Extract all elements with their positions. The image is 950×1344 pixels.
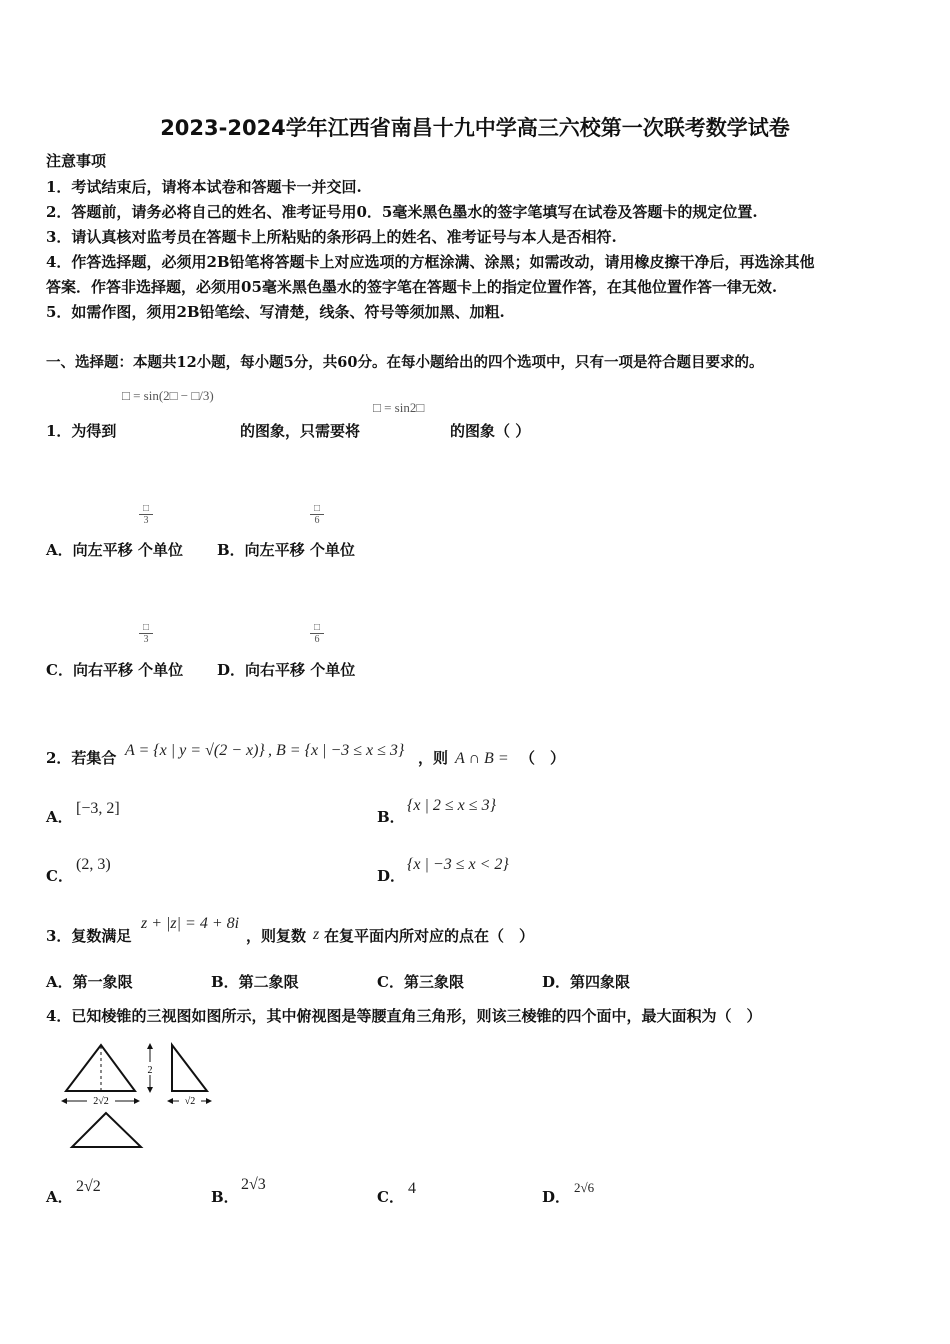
notice-heading: 注意事项 — [46, 152, 107, 170]
arrow-left-icon — [61, 1098, 67, 1104]
q2-option-d-label[interactable]: D． — [377, 867, 406, 885]
arrow-left-icon — [167, 1098, 173, 1104]
q2-set-a: A = {x | y = √(2 − x)} — [125, 742, 265, 759]
fraction-pi-over-3: □ 3 — [139, 622, 153, 645]
q4-option-d-value: 2√6 — [574, 1180, 595, 1195]
q1-option-c[interactable]: C．向右平移 个单位 — [46, 661, 184, 679]
section-heading: 一、选择题：本题共12小题，每小题5分，共60分。在每小题给出的四个选项中，只有一项是符合题目要求的。 — [46, 354, 764, 371]
three-view-figure — [55, 1040, 225, 1152]
q4-option-d-label[interactable]: D． — [542, 1188, 571, 1206]
notice-item: 2．答题前，请务必将自己的姓名、准考证号用0．5毫米黑色墨水的签字笔填写在试卷及答题卡的规定位置. — [46, 203, 758, 221]
q3-stem-prefix: 3．复数满足 — [46, 927, 132, 945]
arrow-right-icon — [206, 1098, 212, 1104]
notice-item: 3．请认真核对监考员在答题卡上所粘贴的条形码上的姓名、准考证号与本人是否相符. — [46, 228, 617, 246]
notice-item: 答案．作答非选择题，必须用05毫米黑色墨水的签字笔在答题卡上的指定位置作答，在其他位置作答一律无效. — [46, 278, 778, 296]
arrow-right-icon — [134, 1098, 140, 1104]
q2-option-d-value: {x | −3 ≤ x < 2} — [407, 856, 509, 873]
q3-option-b[interactable]: B．第二象限 — [211, 973, 299, 991]
notice-item: 5．如需作图，须用2B铅笔绘、写清楚，线条、符号等须加黑、加粗. — [46, 303, 505, 321]
q2-option-b-label[interactable]: B． — [377, 808, 405, 826]
side-width-label: √2 — [184, 1096, 196, 1107]
side-view-triangle — [172, 1045, 207, 1091]
q3-stem-suffix: 在复平面内所对应的点在（ ） — [324, 927, 535, 945]
q2-option-b-value: {x | 2 ≤ x ≤ 3} — [407, 797, 496, 814]
q1-option-d[interactable]: D．向右平移 个单位 — [217, 661, 356, 679]
q2-expression: A ∩ B = — [455, 750, 509, 767]
page-title: 2023-2024学年江西省南昌十九中学高三六校第一次联考数学试卷 — [160, 116, 790, 140]
q1-option-b[interactable]: B．向左平移 个单位 — [217, 541, 355, 559]
q2-paren: （ ） — [520, 749, 566, 767]
q1-formula-source: □ = sin2□ — [373, 400, 425, 415]
q2-option-c-label[interactable]: C． — [46, 867, 73, 885]
q1-option-a[interactable]: A．向左平移 个单位 — [46, 541, 183, 559]
fraction-pi-over-3: □ 3 — [139, 503, 153, 526]
notice-item: 4．作答选择题，必须用2B铅笔将答题卡上对应选项的方框涂满、涂黑；如需改动，请用橡皮擦干净后，再选涂其他 — [46, 253, 815, 271]
q2-stem-prefix: 2．若集合 — [46, 749, 117, 767]
notice-item: 1．考试结束后，请将本试卷和答题卡一并交回. — [46, 178, 362, 196]
front-width-label: 2√2 — [93, 1096, 109, 1107]
q3-formula: z + |z| = 4 + 8i — [141, 915, 240, 932]
q3-option-c[interactable]: C．第三象限 — [377, 973, 464, 991]
q1-stem-suffix: 的图象（ ） — [450, 422, 531, 440]
q4-option-a-value: 2√2 — [76, 1178, 101, 1195]
q2-then: ，则 — [418, 749, 449, 767]
q2-option-a-value: [−3, 2] — [76, 800, 120, 817]
q2-option-a-label[interactable]: A． — [46, 808, 73, 826]
arrow-down-icon — [147, 1087, 153, 1093]
arrow-up-icon — [147, 1043, 153, 1049]
q3-option-a[interactable]: A．第一象限 — [46, 973, 133, 991]
q3-variable: z — [313, 926, 320, 943]
height-label: 2 — [147, 1065, 153, 1076]
fraction-pi-over-6: □ 6 — [310, 503, 324, 526]
q4-stem: 4．已知棱锥的三视图如图所示，其中俯视图是等腰直角三角形，则该三棱锥的四个面中，最大面积为（ ） — [46, 1007, 762, 1025]
q4-option-b-value: 2√3 — [241, 1176, 266, 1193]
fraction-pi-over-6: □ 6 — [310, 622, 324, 645]
q3-stem-mid: ，则复数 — [246, 927, 307, 945]
top-view-triangle — [72, 1113, 141, 1147]
q4-option-a-label[interactable]: A． — [46, 1188, 73, 1206]
q2-option-c-value: (2, 3) — [76, 856, 111, 873]
q1-formula-target: □ = sin(2□ − □/3) — [122, 388, 214, 403]
q1-stem-prefix: 1．为得到 — [46, 422, 117, 440]
q2-set-b: , B = {x | −3 ≤ x ≤ 3} — [268, 742, 405, 759]
q4-option-c-value: 4 — [408, 1180, 416, 1197]
q4-option-b-label[interactable]: B． — [211, 1188, 239, 1206]
q3-option-d[interactable]: D．第四象限 — [542, 973, 631, 991]
q4-option-c-label[interactable]: C． — [377, 1188, 404, 1206]
q1-stem-mid: 的图象，只需要将 — [240, 422, 361, 440]
